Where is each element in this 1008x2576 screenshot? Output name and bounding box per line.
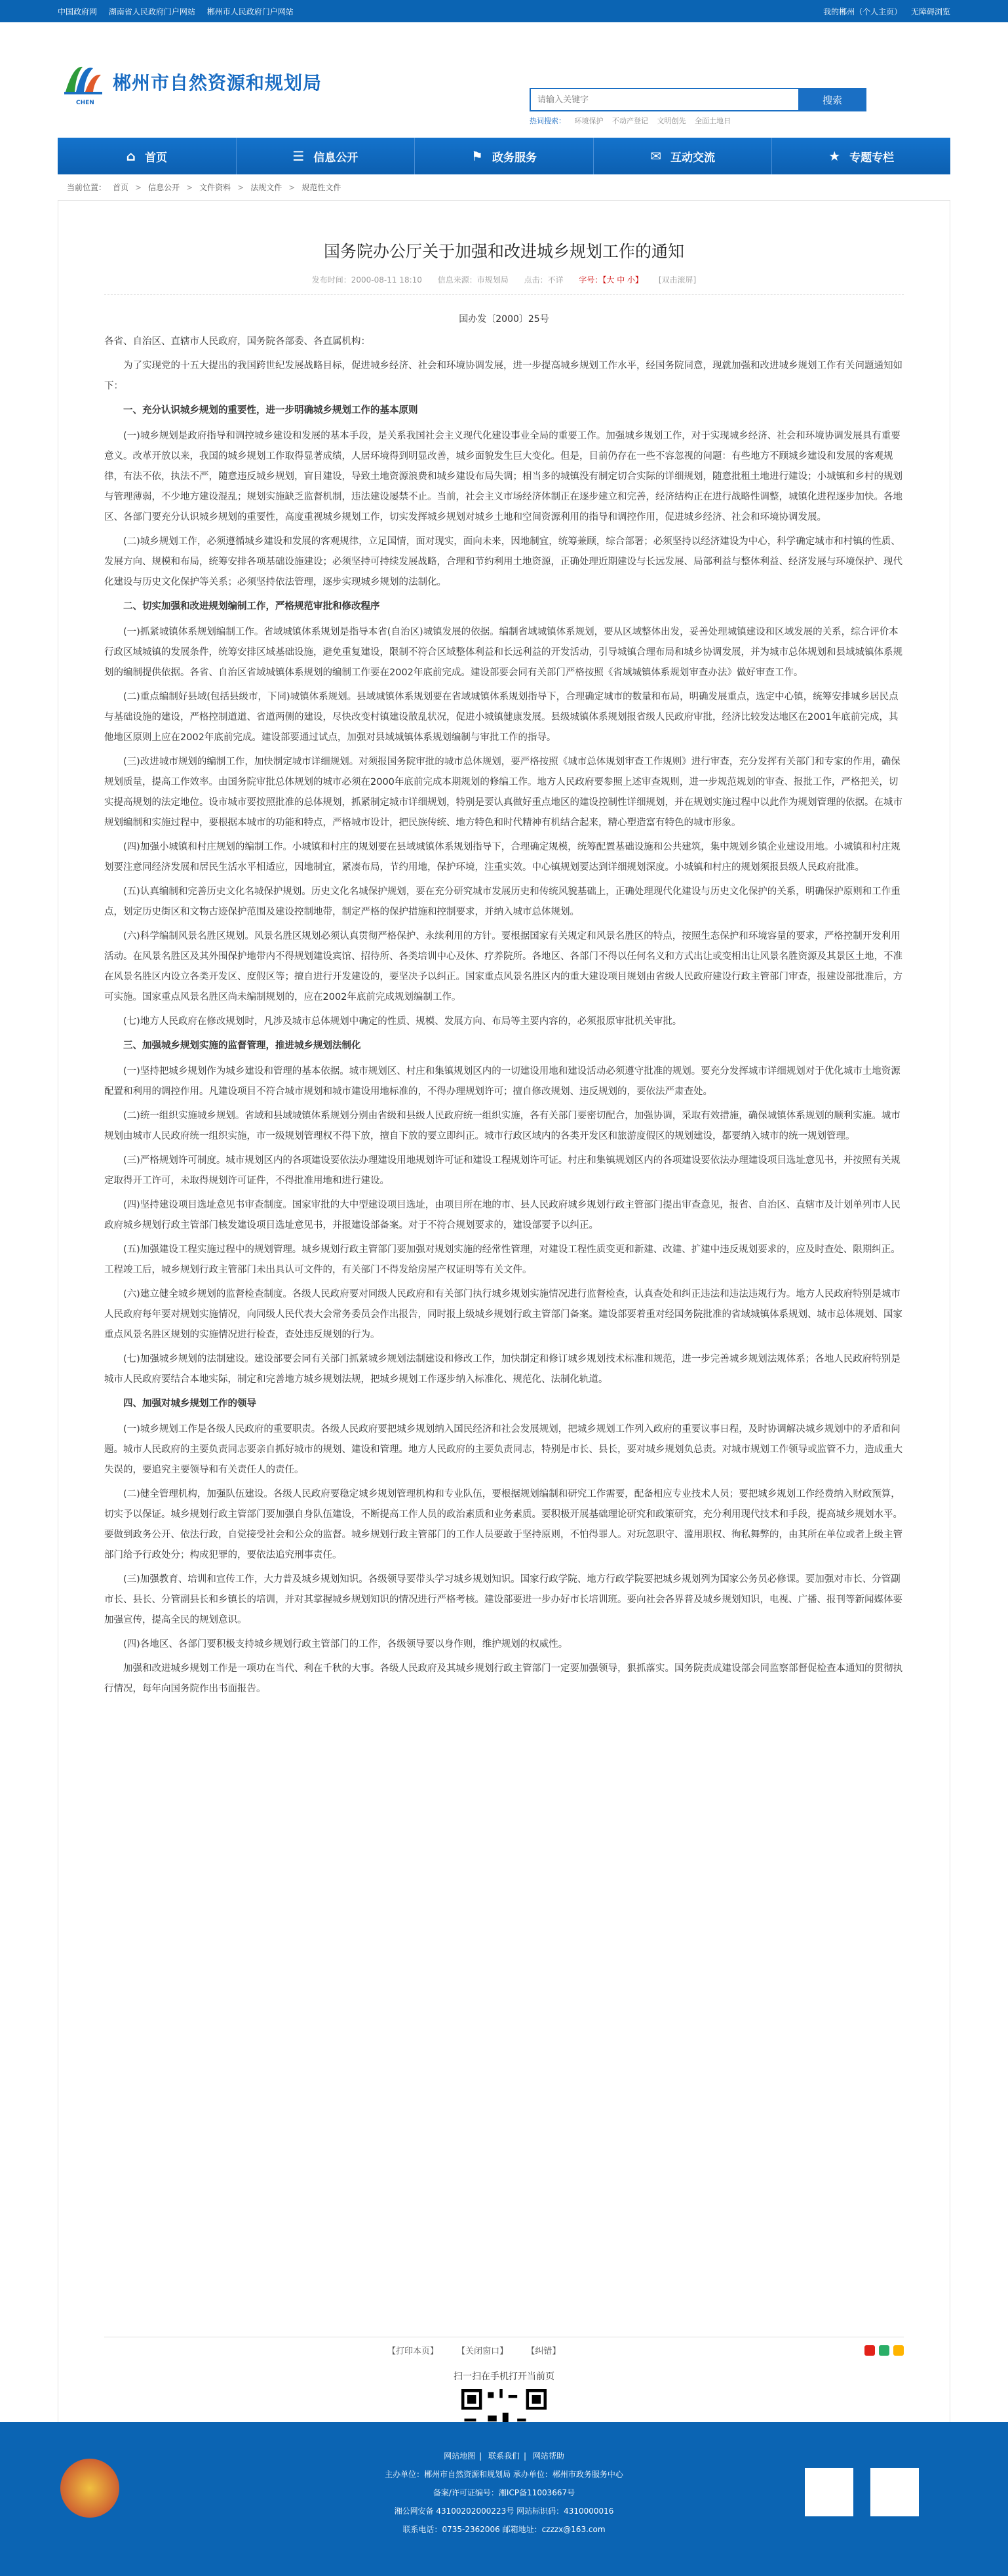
nav-label: 政务服务 [492, 151, 537, 165]
document-number: 国办发〔2000〕25号 [459, 314, 549, 325]
nav-topics[interactable] [772, 138, 950, 174]
paragraph: (三)改进城市规划的编制工作，加快制定城市详细规划。对须报国务院审批的城市总体规划，要严格按照《城市总体规划审查工作规则》进行审查，充分发挥有关部门和专家的作用，确保规划质量，提高工作效率。由国务院审批总体规划的城市必须在2000年底前完成本期规划的修编工作。地方人民政府要参照上述审查规则，进一步规范规划的审查、报批工作，严格把关，切实提高规划的法定地位。设市城市要按照批准的总体规划，抓紧制定城市详细规划，特别是要认真做好重点地区的建设控制性详细规划，并在规划实施过程中以此作为规划管理的依据。在城市规划编制和实施过程中，要根据本城市的功能和特点，严格城市设计，把民族传统、地方特色和时代精神有机结合起来，精心塑造富有特色的城市形象。 [104, 757, 902, 828]
hot-word[interactable]: 文明创先 [657, 117, 686, 125]
top-link-chenzhou[interactable]: 郴州市人民政府门户网站 [206, 7, 294, 16]
breadcrumb-item[interactable]: 规范性文件 [301, 183, 341, 192]
site-logo[interactable] [60, 59, 322, 105]
search-input[interactable] [530, 88, 844, 111]
close-window-button[interactable]: 【关闭窗口】 [457, 2347, 509, 2356]
paragraph: (四)坚持建设项目选址意见书审查制度。国家审批的大中型建设项目选址，由项目所在地的市、县人民政府城乡规划行政主管部门提出审查意见，报省、自治区、直辖市及计划单列市人民政府城乡规划行政主管部门核发建设项目选址意见书，并报建设部备案。对于不符合规划要求的，建设部要予以纠正。 [104, 1200, 901, 1231]
weibo-qr-icon [805, 2468, 853, 2516]
top-link-gov[interactable]: 中国政府网 [58, 7, 98, 16]
paragraph: (六)科学编制风景名胜区规划。风景名胜区规划必须认真贯彻严格保护、永续利用的方针。要根据国家有关规定和风景名胜区的特点，按照生态保护和环境容量的要求，严格控制开发利用活动。在风景名胜区及其外围保护地带内不得规划建设宾馆、招待所、各类培训中心及休、疗养院所。各地区、各部门不得以任何名义和方式出让或变相出让风景名胜资源及其景区土地，不准在风景名胜区内设立各类开发区、度假区等；擅自进行开发建设的，要坚决予以纠正。国家重点风景名胜区内的重大建设项目规划由省级人民政府建设行政主管部门审查，报建设部批准后，方可实施。国家重点风景名胜区尚未编制规划的，应在2002年底前完成规划编制工作。 [104, 931, 902, 1002]
nav-label: 首页 [144, 151, 167, 165]
article-tools [104, 2337, 904, 2356]
paragraph: (三)加强教育、培训和宣传工作，大力普及城乡规划知识。各级领导要带头学习城乡规划知识。国家行政学院、地方行政学院要把城乡规划列为国家公务员必修课。要加强对市长、分管副市长、县长、分管副县长和乡镇长的培训，并对其掌握城乡规划知识的情况进行严格考核。建设部要进一步办好市长培训班。要向社会各界普及城乡规划知识，电视、广播、报刊等新闻媒体要加强宣传，提高全民的规划意识。 [104, 1574, 902, 1625]
nav-label: 互动交流 [670, 151, 715, 165]
breadcrumb-item[interactable]: 法规文件 [250, 183, 282, 192]
scan-caption: 扫一扫在手机打开当前页 [454, 2371, 554, 2382]
search-area [530, 88, 866, 126]
paragraph: (一)城乡规划工作是各级人民政府的重要职责。各级人民政府要把城乡规划纳入国民经济和社会发展规划，把城乡规划工作列入政府的重要议事日程，及时协调解决城乡规划中的矛盾和问题。城市人民政府的主要负责同志要亲自抓好城市的规划、建设和管理。地方人民政府的主要负责同志，特别是市长、县长，要对城乡规划负总责。对城市规划工作领导或监管不力，造成重大失误的，要追究主要领导和有关责任人的责任。 [104, 1424, 902, 1475]
sitemap-link[interactable]: 网站地图 [444, 2451, 476, 2461]
contact-link[interactable]: 联系我们 [488, 2451, 520, 2461]
paragraph: (一)抓紧城镇体系规划编制工作。省域城镇体系规划是指导本省(自治区)城镇发展的依据。编制省域城镇体系规划，要从区域整体出发，妥善处理城镇建设和区域发展的关系，综合评价本行政区域城镇的发展条件，统筹安排区域基础设施，避免重复建设，限制不符合区域整体利益和长远利益的开发活动，引导城镇合理布局和城乡协调发展，并为城市总体规划和县域城镇体系规划的编制提供依据。各省、自治区省域城镇体系规划的编制工作要在2002年底前完成。建设部要会同有关部门严格按照《省域城镇体系规划审查办法》做好审查工作。 [104, 627, 902, 678]
weibo-icon[interactable] [864, 2345, 875, 2356]
paragraph: (五)认真编制和完善历史文化名城保护规划。历史文化名城保护规划，要在充分研究城市发展历史和传统风貌基础上，正确处理现代化建设与历史文化保护的关系，明确保护原则和工作重点，划定历史街区和文物古迹保护范围及建设控制地带，制定严格的保护措施和控制要求，并纳入城市总体规划。 [104, 886, 901, 917]
breadcrumb-item[interactable]: 文件资料 [199, 183, 231, 192]
paragraph: (一)坚持把城乡规划作为城乡建设和管理的基本依据。城市规划区、村庄和集镇规划区内的一切建设用地和建设活动必须遵守批准的规划。要充分发挥城市详细规划对于优化城市土地资源配置和利用的调控作用。凡建设项目不符合城市规划和城市建设用地标准的，不得办理规划许可；擅自修改规划、违反规划的，要依法严肃查处。 [104, 1066, 901, 1097]
breadcrumb: 当前位置： 首页 > 信息公开 > 文件资料 > 法规文件 > 规范性文件 [58, 174, 950, 201]
qzone-icon[interactable] [893, 2345, 904, 2356]
flag-icon: ⚑ [471, 148, 483, 164]
paragraph: (六)建立健全城乡规划的监督检查制度。各级人民政府要对同级人民政府和有关部门执行城乡规划实施情况进行监督检查，认真查处和纠正违法和违法违规行为。地方人民政府特别是城市人民政府每年要对规划实施情况，向同级人民代表大会常务委员会作出报告，同时报上级城乡规划行政主管部门备案。建设部要着重对经国务院批准的省域城镇体系规划、城市总体规划、国家重点风景名胜区规划的实施情况进行检查，查处违反规划的行为。 [104, 1289, 902, 1340]
search-button[interactable]: 搜索 [798, 88, 866, 111]
article-body [104, 332, 904, 1699]
section-heading: 三、加强城乡规划实施的监督管理，推进城乡规划法制化 [123, 1040, 361, 1051]
paragraph: (四)加强小城镇和村庄规划的编制工作。小城镇和村庄的规划要在县域城镇体系规划指导下，合理确定规模，统筹配置基础设施和公共建筑，集中规划乡镇企业建设用地。小城镇和村庄规划要注意同经济发展和居民生活水平相适应，因地制宜，紧凑布局，节约用地，保护环境，注重实效。中心镇规划要达到详细规划深度。小城镇和村庄的规划须报县级人民政府批准。 [104, 842, 901, 873]
paragraph: (三)严格规划许可制度。城市规划区内的各项建设要依法办理建设用地规划许可证和建设工程规划许可证。村庄和集镇规划区内的各项建设要依法办理建设项目选址意见书，并按照有关规定取得开工许可，未取得规划许可证件，不得批准用地和进行建设。 [104, 1155, 901, 1186]
site-footer [0, 2422, 1008, 2576]
logo-icon [60, 59, 106, 105]
list-icon: ☰ [292, 148, 305, 164]
section-heading: 四、加强对城乡规划工作的领导 [123, 1398, 256, 1409]
nav-home[interactable] [58, 138, 237, 174]
hot-words [530, 115, 866, 126]
paragraph: (二)统一组织实施城乡规划。省域和县域城镇体系规划分别由省级和县级人民政府统一组织实施，各有关部门要密切配合，加强协调，采取有效措施，确保城镇体系规划的顺利实施。城市规划由城市人民政府统一组织实施，市一级规划管理权不得下放，擅自下放的要立即纠正。城市行政区域内的各类开发区和旅游度假区的规划建设，都要纳入城市的统一规划管理。 [104, 1111, 901, 1141]
breadcrumb-item[interactable]: 信息公开 [148, 183, 180, 192]
breadcrumb-home[interactable]: 首页 [113, 183, 129, 192]
share-icons [864, 2345, 904, 2356]
wechat-qr-icon [870, 2468, 919, 2516]
click-count: 点击：不详 [524, 275, 564, 285]
paragraph: 为了实现党的十五大提出的我国跨世纪发展战略目标，促进城乡经济、社会和环境协调发展，进一步提高城乡规划工作水平，经国务院同意，现就加强和改进城乡规划工作有关问题通知如下： [104, 361, 902, 391]
star-icon: ★ [828, 148, 841, 164]
hot-word[interactable]: 不动产登记 [612, 117, 648, 125]
nav-interaction[interactable] [594, 138, 773, 174]
site-header [58, 22, 950, 138]
icp-number[interactable]: 备案/许可证编号：湘ICP备11003667号 [433, 2488, 575, 2497]
paragraph: (一)城乡规划是政府指导和调控城乡建设和发展的基本手段，是关系我国社会主义现代化建设事业全局的重要工作。加强城乡规划工作，对于实现城乡经济、社会和环境协调发展具有重要意义。改革开放以来，我国的城乡规划工作取得显著成绩，人居环境得到明显改善，城乡面貌发生巨大变化。但是，目前仍存在一些不容忽视的问题：有些地方不顾城乡建设和发展的客观规律，有法不依，执法不严，随意违反城乡规划，盲目建设，导致土地资源浪费和城乡建设布局失调；相当多的城镇没有制定切合实际的详细规划，随意批租土地进行建设；小城镇和乡村的规划与管理薄弱，不少地方建设混乱；规划实施缺乏监督机制，违法建设屡禁不止。当前，社会主义市场经济体制正在逐步建立和完善，经济结构正在进行战略性调整，城镇化进程逐步加快。各地区、各部门要充分认识城乡规划的重要性，高度重视城乡规划工作，切实发挥城乡规划对城乡土地和空间资源利用的指导和调控作用，促进城乡经济、社会和环境协调发展。 [104, 431, 902, 523]
section-heading: 一、充分认识城乡规划的重要性，进一步明确城乡规划工作的基本原则 [123, 405, 418, 416]
info-source: 信息来源：市规划局 [437, 275, 509, 285]
accessibility-link[interactable]: 无障碍浏览 [910, 7, 950, 16]
hot-word[interactable]: 全面土地日 [695, 117, 731, 125]
paragraph: 加强和改进城乡规划工作是一项功在当代、利在千秋的大事。各级人民政府及其城乡规划行政主管部门一定要加强领导，狠抓落实。国务院责成建设部会同监察部督促检查本通知的贯彻执行情况，每年向国务院作出书面报告。 [104, 1663, 902, 1694]
paragraph: (五)加强建设工程实施过程中的规划管理。城乡规划行政主管部门要加强对规划实施的经常性管理，对建设工程性质变更和新建、改建、扩建中违反规划要求的，应及时查处、限期纠正。工程竣工后，城乡规划行政主管部门未出具认可文件的，有关部门不得发给房屋产权证明等有关文件。 [104, 1244, 901, 1275]
article-meta [104, 274, 904, 295]
paragraph: 各省、自治区、直辖市人民政府，国务院各部委、各直属机构： [104, 336, 370, 347]
paragraph: (二)城乡规划工作，必须遵循城乡建设和发展的客观规律，立足国情，面对现实，面向未来，因地制宜，统筹兼顾，综合部署；必须坚持以经济建设为中心，科学确定城市和村镇的性质、发展方向、规模和布局，统筹安排各项基础设施建设；必须坚持可持续发展战略，合理和节约利用土地资源，正确处理近期建设与长远发展、局部利益与整体利益、经济发展与环境保护、现代化建设与历史文化保护等关系；必须坚持依法管理，逐步实现城乡规划的法制化。 [104, 536, 902, 587]
footer-links: 网站地图 | 联系我们 | 网站帮助 [444, 2451, 564, 2461]
report-error-button[interactable]: 【纠错】 [526, 2347, 561, 2356]
paragraph: (二)重点编制好县域(包括县级市，下同)城镇体系规划。县域城镇体系规划要在省域城镇体系规划指导下，合理确定城市的数量和布局，明确发展重点，选定中心镇，统筹安排城乡居民点与基础设施的建设，严格控制道道、省道两侧的建设，尽快改变村镇建设散乱状况，促进小城镇健康发展。县级城镇体系规划报省级人民政府审批，经济比较发达地区在2001年底前完成，其他地区原则上应在2002年底前完成。建设部要通过试点，加强对县域城镇体系规划编制与审批工作的指导。 [104, 692, 899, 743]
article [58, 201, 950, 2508]
breadcrumb-label: 当前位置： [67, 183, 107, 192]
nav-label: 专题专栏 [849, 151, 895, 165]
paragraph: (二)健全管理机构，加强队伍建设。各级人民政府要稳定城乡规划管理机构和专业队伍，要根据规划编制和研究工作需要，配备相应专业技术人员；要把城乡规划工作经费纳入财政预算，切实予以保证。城乡规划行政主管部门要加强自身队伍建设，不断提高工作人员的政治素质和业务素质。要积极开展基础理论研究和政策研究，充分利用现代技术和手段，提高城乡规划水平。要做到政务公开、依法行政，自觉接受社会和公众的监督。城乡规划行政主管部门的工作人员要敢于坚持原则，不怕得罪人。对玩忽职守、滥用职权、徇私舞弊的，由其所在单位或者上级主管部门给予行政处分；构成犯罪的，要依法追究刑事责任。 [104, 1489, 902, 1560]
nav-label: 信息公开 [313, 151, 359, 165]
nav-services[interactable] [415, 138, 594, 174]
page-title: 国务院办公厅关于加强和改进城乡规划工作的通知 [323, 242, 684, 261]
paragraph: (四)各地区、各部门要积极支持城乡规划行政主管部门的工作，各级领导要以身作则，维护规划的权威性。 [123, 1639, 568, 1650]
hot-word[interactable]: 环境保护 [574, 117, 604, 125]
mail-icon: ✉ [650, 148, 661, 164]
main-nav [58, 138, 950, 174]
sponsor-info: 主办单位：郴州市自然资源和规划局 承办单位：郴州市政务服务中心 [385, 2470, 623, 2479]
top-link-hunan[interactable]: 湖南省人民政府门户网站 [108, 7, 195, 16]
help-link[interactable]: 网站帮助 [532, 2451, 564, 2461]
site-name: 郴州市自然资源和规划局 [113, 72, 322, 94]
print-button[interactable]: 【打印本页】 [387, 2347, 439, 2356]
police-record[interactable]: 湘公网安备 43100202000223号 网站标识码：4310000016 [394, 2507, 614, 2516]
top-strip [0, 0, 1008, 22]
section-heading: 二、切实加强和改进规划编制工作，严格规范审批和修改程序 [123, 601, 380, 612]
publish-time: 发布时间：2000-08-11 18:10 [311, 275, 422, 285]
scroll-toggle[interactable]: [双击滚屏] [658, 275, 697, 285]
logo-sub-text: CHEN [76, 100, 94, 106]
wechat-icon[interactable] [879, 2345, 889, 2356]
paragraph: (七)地方人民政府在修改规划时，凡涉及城市总体规划中确定的性质、规模、发展方向、布局等主要内容的，必须报原审批机关审批。 [123, 1016, 682, 1027]
font-size-control[interactable]: 字号：【大 中 小】 [579, 275, 644, 285]
paragraph: (七)加强城乡规划的法制建设。建设部要会同有关部门抓紧城乡规划法制建设和修改工作，加快制定和修订城乡规划技术标准和规范，进一步完善城乡规划法规体系；各地人民政府特别是城市人民政府要结合本地实际，制定和完善地方城乡规划法规，把城乡规划工作逐步纳入标准化、规范化、法制化轨道。 [104, 1354, 901, 1385]
contact-info: 联系电话：0735-2362006 邮箱地址：czzzx@163.com [402, 2525, 606, 2534]
home-icon: ⌂ [126, 148, 136, 164]
personal-home-link[interactable]: 我的郴州（个人主页） [823, 7, 902, 16]
nav-info-public[interactable] [237, 138, 416, 174]
hot-words-label: 热词搜索： [530, 117, 566, 125]
